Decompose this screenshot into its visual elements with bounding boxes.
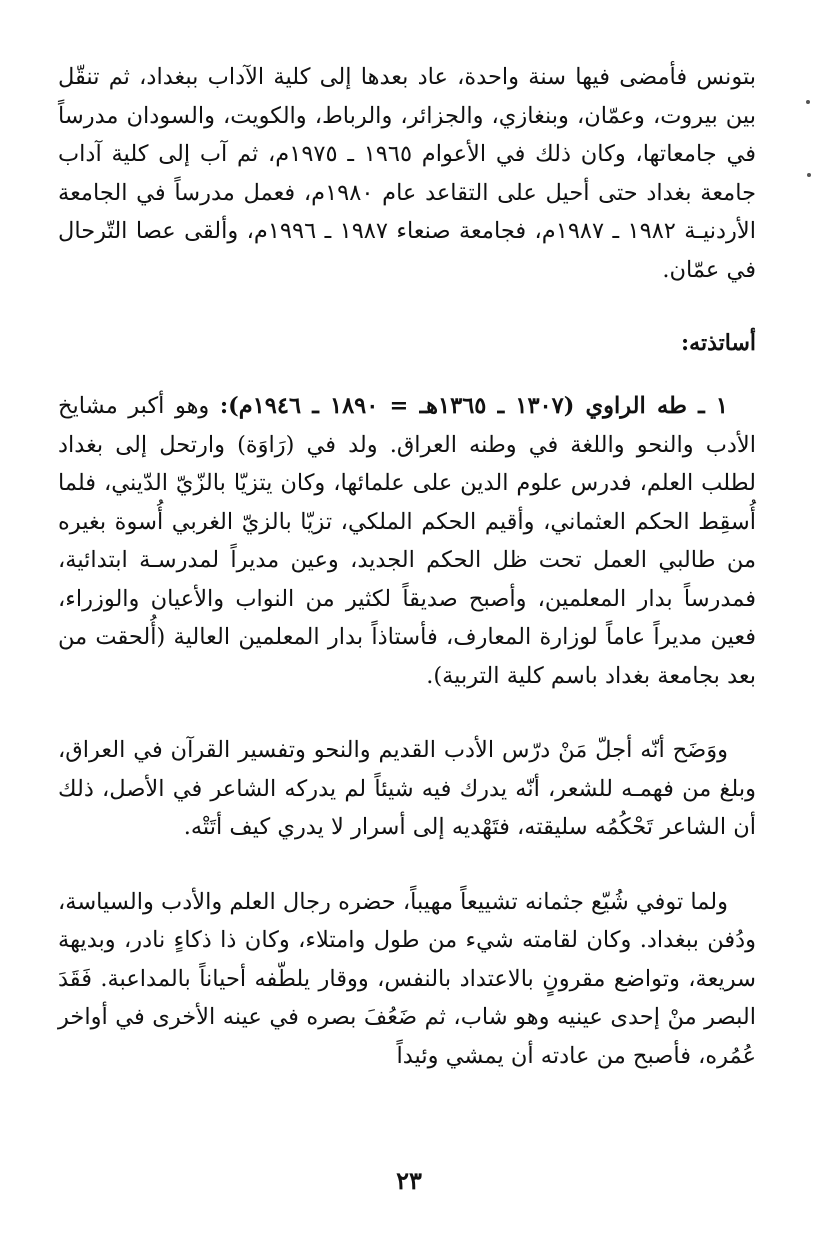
paragraph-death-and-traits: ولما توفي شُيّع جثمانه تشييعاً مهيباً، حضره رجال العلم والأدب والسياسة، ودُفن ببغداد. وكان لقامته شيء من طول وامتلاء، وكان ذا ذكاءٍ نادر، وبديهة سريعة، وتواضع مقرونٍ بالاعتداد بالنفس، ووقار يلطّفه أحياناً بالمداعبة. فَقَدَ البصر منْ إحدى عينيه وهو شاب، ثم ضَعُفَ بصره في عينه الأخرى في أواخر عُمُره، فأصبح من عادته أن يمشي وئيداً [58, 888, 756, 1069]
section-heading-teachers: أساتذته: [681, 330, 756, 356]
entry-heading-taha-al-rawi: ١ ـ طه الراوي (١٣٠٧ ـ ١٣٦٥هـ = ١٨٩٠ ـ ١٩٤٦م): [219, 393, 728, 419]
entry-body-taha-al-rawi: وهو أكبر مشايخ الأدب والنحو واللغة في وطنه العراق. ولد في (رَاوَة) وارتحل إلى بغداد لطلب العلم، فدرس علوم الدين على علمائها، وكان يتزيّا بالزّيّ الدّيني، فلما أُسقِط الحكم العثماني، وأقيم الحكم الملكي، تزيّا بالزيّ الغربي أُسوة بغيره من طالبي العمل تحت ظل الحكم الجديد، وعين مديراً لمدرسـة ابتدائية، فمدرساً بدار المعلمين، وأصبح صديقاً لكثير من النواب والأعيان والوزراء، فعين مديراً عاماً لوزارة المعارف، فأستاذاً بدار المعلمين العالية (أُلحقت من بعد بجامعة بغداد باسم كلية التربية). [58, 393, 756, 689]
margin-speck-mark [807, 173, 811, 177]
page-body [58, 58, 756, 1075]
margin-speck-mark [806, 100, 810, 104]
page-number: ٢٣ [396, 1166, 422, 1195]
paragraph-scholarship: ووَضَح أنّه أجلّ مَنْ درّس الأدب القديم والنحو وتفسير القرآن في العراق، وبلغ من فهمـه للشعر، أنّه يدرك فيه شيئاً لم يدركه الشاعر في الأصل، ذلك أن الشاعر تَحْكُمُه سليقته، فتَهْديه إلى أسرار لا يدري كيف أتَتْه. [58, 737, 756, 840]
paragraph-career: بتونس فأمضى فيها سنة واحدة، عاد بعدها إلى كلية الآداب ببغداد، ثم تنقّل بين بيروت، وعمّان، وبنغازي، والجزائر، والرباط، والكويت، والسودان مدرساً في جامعاتها، وكان ذلك في الأعوام ١٩٦٥ ـ ١٩٧٥م، ثم آب إلى كلية آداب جامعة بغداد حتى أحيل على التقاعد عام ١٩٨٠م، فعمل مدرساً في الجامعة الأردنيـة ١٩٨٢ ـ ١٩٨٧م، فجامعة صنعاء ١٩٨٧ ـ ١٩٩٦م، وألقى عصا التّرحال في عمّان. [58, 64, 756, 283]
paragraph-taha-al-rawi [58, 387, 756, 695]
